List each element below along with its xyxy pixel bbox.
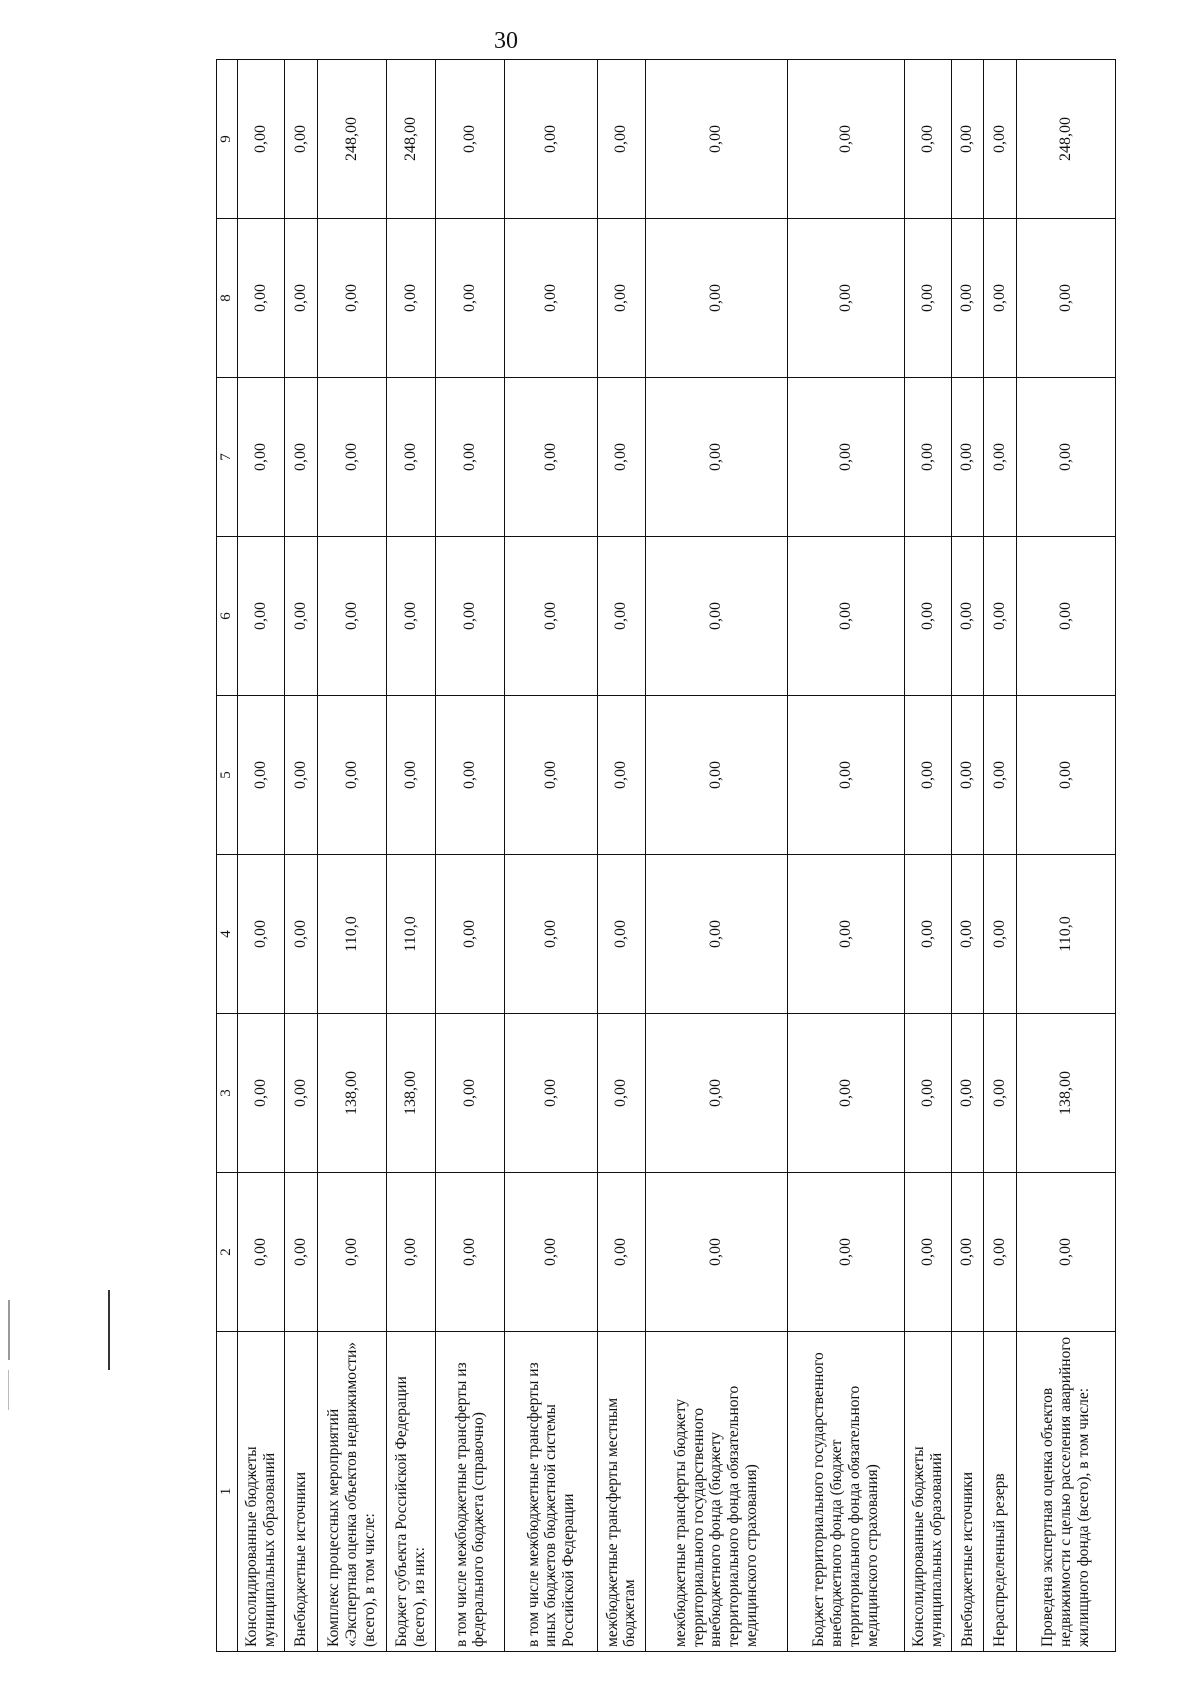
cell-value: 0,00: [788, 855, 904, 1014]
table-row: [788, 60, 904, 1652]
cell-value: 0,00: [436, 855, 505, 1014]
cell-value: 0,00: [904, 219, 951, 378]
cell-value: 0,00: [317, 696, 386, 855]
cell-value: 0,00: [317, 378, 386, 537]
column-header: 6: [217, 537, 238, 696]
cell-value: 0,00: [788, 1014, 904, 1173]
table-row: [238, 60, 285, 1652]
cell-value: 0,00: [1016, 378, 1115, 537]
cell-value: 0,00: [238, 60, 285, 219]
cell-value: 0,00: [645, 537, 787, 696]
cell-value: 0,00: [505, 855, 598, 1014]
cell-value: 0,00: [984, 855, 1016, 1014]
cell-value: 0,00: [505, 1014, 598, 1173]
scan-edge-mark-lower: [8, 1370, 9, 1410]
cell-value: 0,00: [505, 219, 598, 378]
column-header: 8: [217, 219, 238, 378]
table-row: [505, 60, 598, 1652]
cell-value: 0,00: [598, 60, 645, 219]
cell-value: 0,00: [951, 60, 983, 219]
cell-value: 0,00: [386, 219, 436, 378]
cell-value: 0,00: [598, 696, 645, 855]
cell-value: 0,00: [598, 1173, 645, 1332]
cell-value: 248,00: [317, 60, 386, 219]
cell-value: 0,00: [386, 1173, 436, 1332]
column-header: 5: [217, 696, 238, 855]
table-row: [645, 60, 787, 1652]
cell-value: 0,00: [598, 537, 645, 696]
cell-value: 0,00: [285, 855, 317, 1014]
cell-value: 0,00: [951, 1014, 983, 1173]
row-label: Бюджет территориального государственного внебюджетного фонда (бюджет территориального фонда обязательного медицинского страхования): [788, 1332, 904, 1652]
cell-value: 0,00: [645, 696, 787, 855]
cell-value: 110,0: [317, 855, 386, 1014]
row-label: Комплекс процессных мероприятий «Экспертная оценка объектов недвижимости» (всего), в том числе:: [317, 1332, 386, 1652]
cell-value: 0,00: [904, 696, 951, 855]
row-label: Проведена экспертная оценка объектов недвижимости с целью расселения аварийного жилищного фонда (всего), в том числе:: [1016, 1332, 1115, 1652]
cell-value: 0,00: [238, 1173, 285, 1332]
cell-value: 0,00: [788, 537, 904, 696]
cell-value: 248,00: [1016, 60, 1115, 219]
row-label: межбюджетные трансферты бюджету территориального государственного внебюджетного фонда (бюджету территориального фонда обязательного медицинского страхования): [645, 1332, 787, 1652]
cell-value: 0,00: [598, 378, 645, 537]
budget-table: [216, 59, 1116, 1652]
cell-value: 0,00: [386, 378, 436, 537]
cell-value: 0,00: [238, 696, 285, 855]
column-header: 2: [217, 1173, 238, 1332]
row-label: межбюджетные трансферты местным бюджетам: [598, 1332, 645, 1652]
cell-value: 0,00: [436, 696, 505, 855]
cell-value: 0,00: [984, 60, 1016, 219]
table-row: [598, 60, 645, 1652]
cell-value: 0,00: [598, 219, 645, 378]
cell-value: 0,00: [317, 537, 386, 696]
cell-value: 138,00: [386, 1014, 436, 1173]
cell-value: 0,00: [904, 1173, 951, 1332]
cell-value: 0,00: [645, 60, 787, 219]
cell-value: 0,00: [436, 537, 505, 696]
cell-value: 0,00: [1016, 696, 1115, 855]
cell-value: 0,00: [951, 378, 983, 537]
margin-mark: [108, 1290, 110, 1370]
cell-value: 0,00: [285, 1173, 317, 1332]
table-row: [436, 60, 505, 1652]
cell-value: 0,00: [436, 219, 505, 378]
cell-value: 0,00: [505, 60, 598, 219]
cell-value: 0,00: [984, 696, 1016, 855]
cell-value: 138,00: [1016, 1014, 1115, 1173]
cell-value: 0,00: [1016, 1173, 1115, 1332]
cell-value: 0,00: [285, 378, 317, 537]
row-label: Бюджет субъекта Российской Федерации (всего), из них:: [386, 1332, 436, 1652]
cell-value: 0,00: [788, 696, 904, 855]
row-label: в том числе межбюджетные трансферты из федерального бюджета (справочно): [436, 1332, 505, 1652]
cell-value: 0,00: [788, 1173, 904, 1332]
cell-value: 0,00: [505, 537, 598, 696]
cell-value: 0,00: [436, 378, 505, 537]
row-label: в том числе межбюджетные трансферты из иных бюджетов бюджетной системы Российской Федерации: [505, 1332, 598, 1652]
cell-value: 0,00: [505, 378, 598, 537]
cell-value: 0,00: [285, 60, 317, 219]
cell-value: 0,00: [386, 537, 436, 696]
cell-value: 0,00: [951, 219, 983, 378]
cell-value: 0,00: [285, 696, 317, 855]
cell-value: 110,0: [386, 855, 436, 1014]
cell-value: 0,00: [904, 537, 951, 696]
cell-value: 110,0: [1016, 855, 1115, 1014]
scan-edge-mark: [8, 1300, 10, 1360]
table-row: [984, 60, 1016, 1652]
cell-value: 138,00: [317, 1014, 386, 1173]
cell-value: 0,00: [788, 60, 904, 219]
cell-value: 0,00: [904, 60, 951, 219]
cell-value: 0,00: [238, 219, 285, 378]
cell-value: 0,00: [984, 537, 1016, 696]
cell-value: 0,00: [436, 60, 505, 219]
column-header: 4: [217, 855, 238, 1014]
header-row: [217, 60, 238, 1652]
cell-value: 0,00: [285, 537, 317, 696]
cell-value: 0,00: [285, 219, 317, 378]
cell-value: 0,00: [238, 537, 285, 696]
cell-value: 0,00: [598, 1014, 645, 1173]
column-header: 9: [217, 60, 238, 219]
cell-value: 0,00: [951, 537, 983, 696]
cell-value: 0,00: [238, 855, 285, 1014]
row-label: Нераспределенный резерв: [984, 1332, 1016, 1652]
row-label: Внебюджетные источники: [951, 1332, 983, 1652]
cell-value: 0,00: [1016, 219, 1115, 378]
cell-value: 0,00: [436, 1014, 505, 1173]
cell-value: 0,00: [645, 219, 787, 378]
cell-value: 0,00: [984, 1173, 1016, 1332]
column-header: 7: [217, 378, 238, 537]
cell-value: 0,00: [951, 855, 983, 1014]
cell-value: 0,00: [436, 1173, 505, 1332]
cell-value: 0,00: [951, 1173, 983, 1332]
cell-value: 0,00: [788, 219, 904, 378]
table-row: [1016, 60, 1115, 1652]
cell-value: 0,00: [984, 378, 1016, 537]
cell-value: 0,00: [317, 1173, 386, 1332]
cell-value: 0,00: [951, 696, 983, 855]
cell-value: 0,00: [317, 219, 386, 378]
cell-value: 0,00: [238, 1014, 285, 1173]
row-label: Консолидированные бюджеты муниципальных образований: [904, 1332, 951, 1652]
cell-value: 0,00: [904, 855, 951, 1014]
table-row: [904, 60, 951, 1652]
cell-value: 0,00: [984, 219, 1016, 378]
column-header: 3: [217, 1014, 238, 1173]
cell-value: 0,00: [645, 378, 787, 537]
cell-value: 0,00: [238, 378, 285, 537]
row-label: Консолидированные бюджеты муниципальных образований: [238, 1332, 285, 1652]
table-row: [951, 60, 983, 1652]
table-row: [386, 60, 436, 1652]
row-label: Внебюджетные источники: [285, 1332, 317, 1652]
cell-value: 0,00: [1016, 537, 1115, 696]
cell-value: 0,00: [598, 855, 645, 1014]
cell-value: 0,00: [505, 1173, 598, 1332]
table-row: [285, 60, 317, 1652]
table-body: [238, 60, 1116, 1652]
table-row: [317, 60, 386, 1652]
rotated-table-container: [216, 60, 1116, 1652]
cell-value: 0,00: [386, 696, 436, 855]
cell-value: 0,00: [984, 1014, 1016, 1173]
cell-value: 0,00: [645, 855, 787, 1014]
cell-value: 0,00: [904, 1014, 951, 1173]
cell-value: 0,00: [285, 1014, 317, 1173]
cell-value: 0,00: [645, 1014, 787, 1173]
cell-value: 248,00: [386, 60, 436, 219]
column-header: 1: [217, 1332, 238, 1652]
cell-value: 0,00: [788, 378, 904, 537]
page-number: 30: [494, 28, 518, 54]
cell-value: 0,00: [904, 378, 951, 537]
cell-value: 0,00: [505, 696, 598, 855]
cell-value: 0,00: [645, 1173, 787, 1332]
